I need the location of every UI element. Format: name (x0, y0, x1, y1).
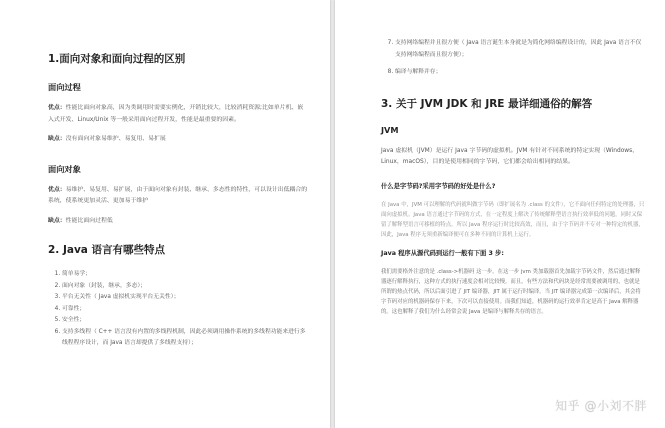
java-features-list (48, 269, 308, 350)
heading-procedural: 面向过程 (48, 82, 81, 92)
list-item: 6. 支持多线程（ C++ 语言没有内置的多线程机制，因此必须调用操作系统的多线程功能来进行多线程程序设计，而 Java 语言却提供了多线程支持）； (62, 327, 308, 350)
pros-label: 优点： (48, 186, 66, 193)
heading-oop: 面向对象 (48, 163, 81, 174)
steps-explanation: 我们需要格外注意的是 .class->机器码 这一步。在这一步 jvm 类加载器首先加载字节码文件，然后通过解释器逐行解释执行，这种方式的执行速度会相对比较慢。而且，有些方法和代码块是经常需要被调用的，也就是所谓的热点代码，所以后面引进了 JIT 编译器，JIT 属于运行时编译。当 JIT 编译器完成第一次编译后，其会将字节码对应的机器码保存下来，下次可以直接使用。而我们知道，机器码的运行效率肯定是高于 Java 解释器的。这也解释了我们为什么经常会说 Java 是编译与解释共存的语言。 (381, 268, 641, 315)
heading-jvm-jdk-jre: 3. 关于 JVM JDK 和 JRE 最详细通俗的解答 (381, 97, 593, 110)
oop-pros (48, 185, 308, 208)
list-item: 4. 可靠性； (62, 304, 308, 316)
jvm-description: Java 虚拟机（JVM）是运行 Java 字节码的虚拟机。JVM 有针对不同系统的特定实现（Windows，Linux，macOS），目的是使用相同的字节码，它们都会给出相同的结果。 (381, 147, 639, 165)
pros-text: 易维护、易复用、易扩展，由于面向对象有封装、继承、多态性的特性，可以设计出低耦合的系统，使系统更加灵活、更加易于维护 (48, 186, 308, 204)
list-item: 7. 支持网络编程并且很方便（ Java 语言诞生本身就是为简化网络编程设计的，因此 Java 语言不仅支持网络编程而且很方便）； (395, 38, 645, 61)
procedural-cons (48, 134, 308, 146)
heading-java-features: 2. Java 语言有哪些特点 (48, 244, 166, 256)
heading-oop-vs-procedural: 1.面向对象和面向过程的区别 (48, 53, 186, 65)
pros-text: 性能比面向对象高，因为类调用时需要实例化，开销比较大，比较消耗资源;比如单片机、嵌入式开发、Linux/Unix 等一般采用面向过程开发，性能是最重要的因素。 (48, 105, 304, 123)
cons-label: 缺点： (48, 136, 66, 142)
java-features-list-continued (381, 38, 645, 79)
list-item: 1. 简单易学； (62, 269, 308, 281)
watermark: 知乎 @小刘不胖 (555, 399, 647, 413)
heading-jvm: JVM (381, 124, 399, 135)
list-item: 3. 平台无关性（ Java 虚拟机实现平台无关性）； (62, 292, 308, 304)
left-document-page (0, 0, 330, 428)
cons-text: 没有面向对象易维护、易复用、易扩展 (65, 136, 166, 142)
procedural-pros (48, 103, 308, 126)
bytecode-explanation: 在 Java 中，JVM 可以理解的代码就叫做字节码（即扩展名为 .class 的文件），它不面向任何特定的处理器，只面向虚拟机。Java 语言通过字节码的方式，在一定程度上解决了传统解释型语言执行效率低的问题，同时又保留了解释型语言可移植的特点。所以 Java 程序运行时比较高效，而且，由于字节码并不专对一种特定的机器，因此，Java 程序无须重新编译便可在多种不同的计算机上运行。 (381, 201, 645, 238)
steps-question: Java 程序从源代码到运行一般有下面 3 步: (381, 249, 504, 257)
list-item: 5. 安全性； (62, 315, 308, 327)
oop-cons (48, 216, 308, 228)
cons-text: 性能比面向过程低 (65, 217, 113, 224)
bytecode-question: 什么是字节码?采用字节码的好处是什么? (381, 182, 496, 190)
cons-label: 缺点： (48, 217, 66, 224)
right-document-page (335, 0, 665, 428)
list-item: 2. 面向对象（封装，继承，多态）； (62, 281, 308, 293)
list-item: 8. 编译与解释并存； (395, 67, 645, 79)
pros-label: 优点： (48, 105, 66, 111)
